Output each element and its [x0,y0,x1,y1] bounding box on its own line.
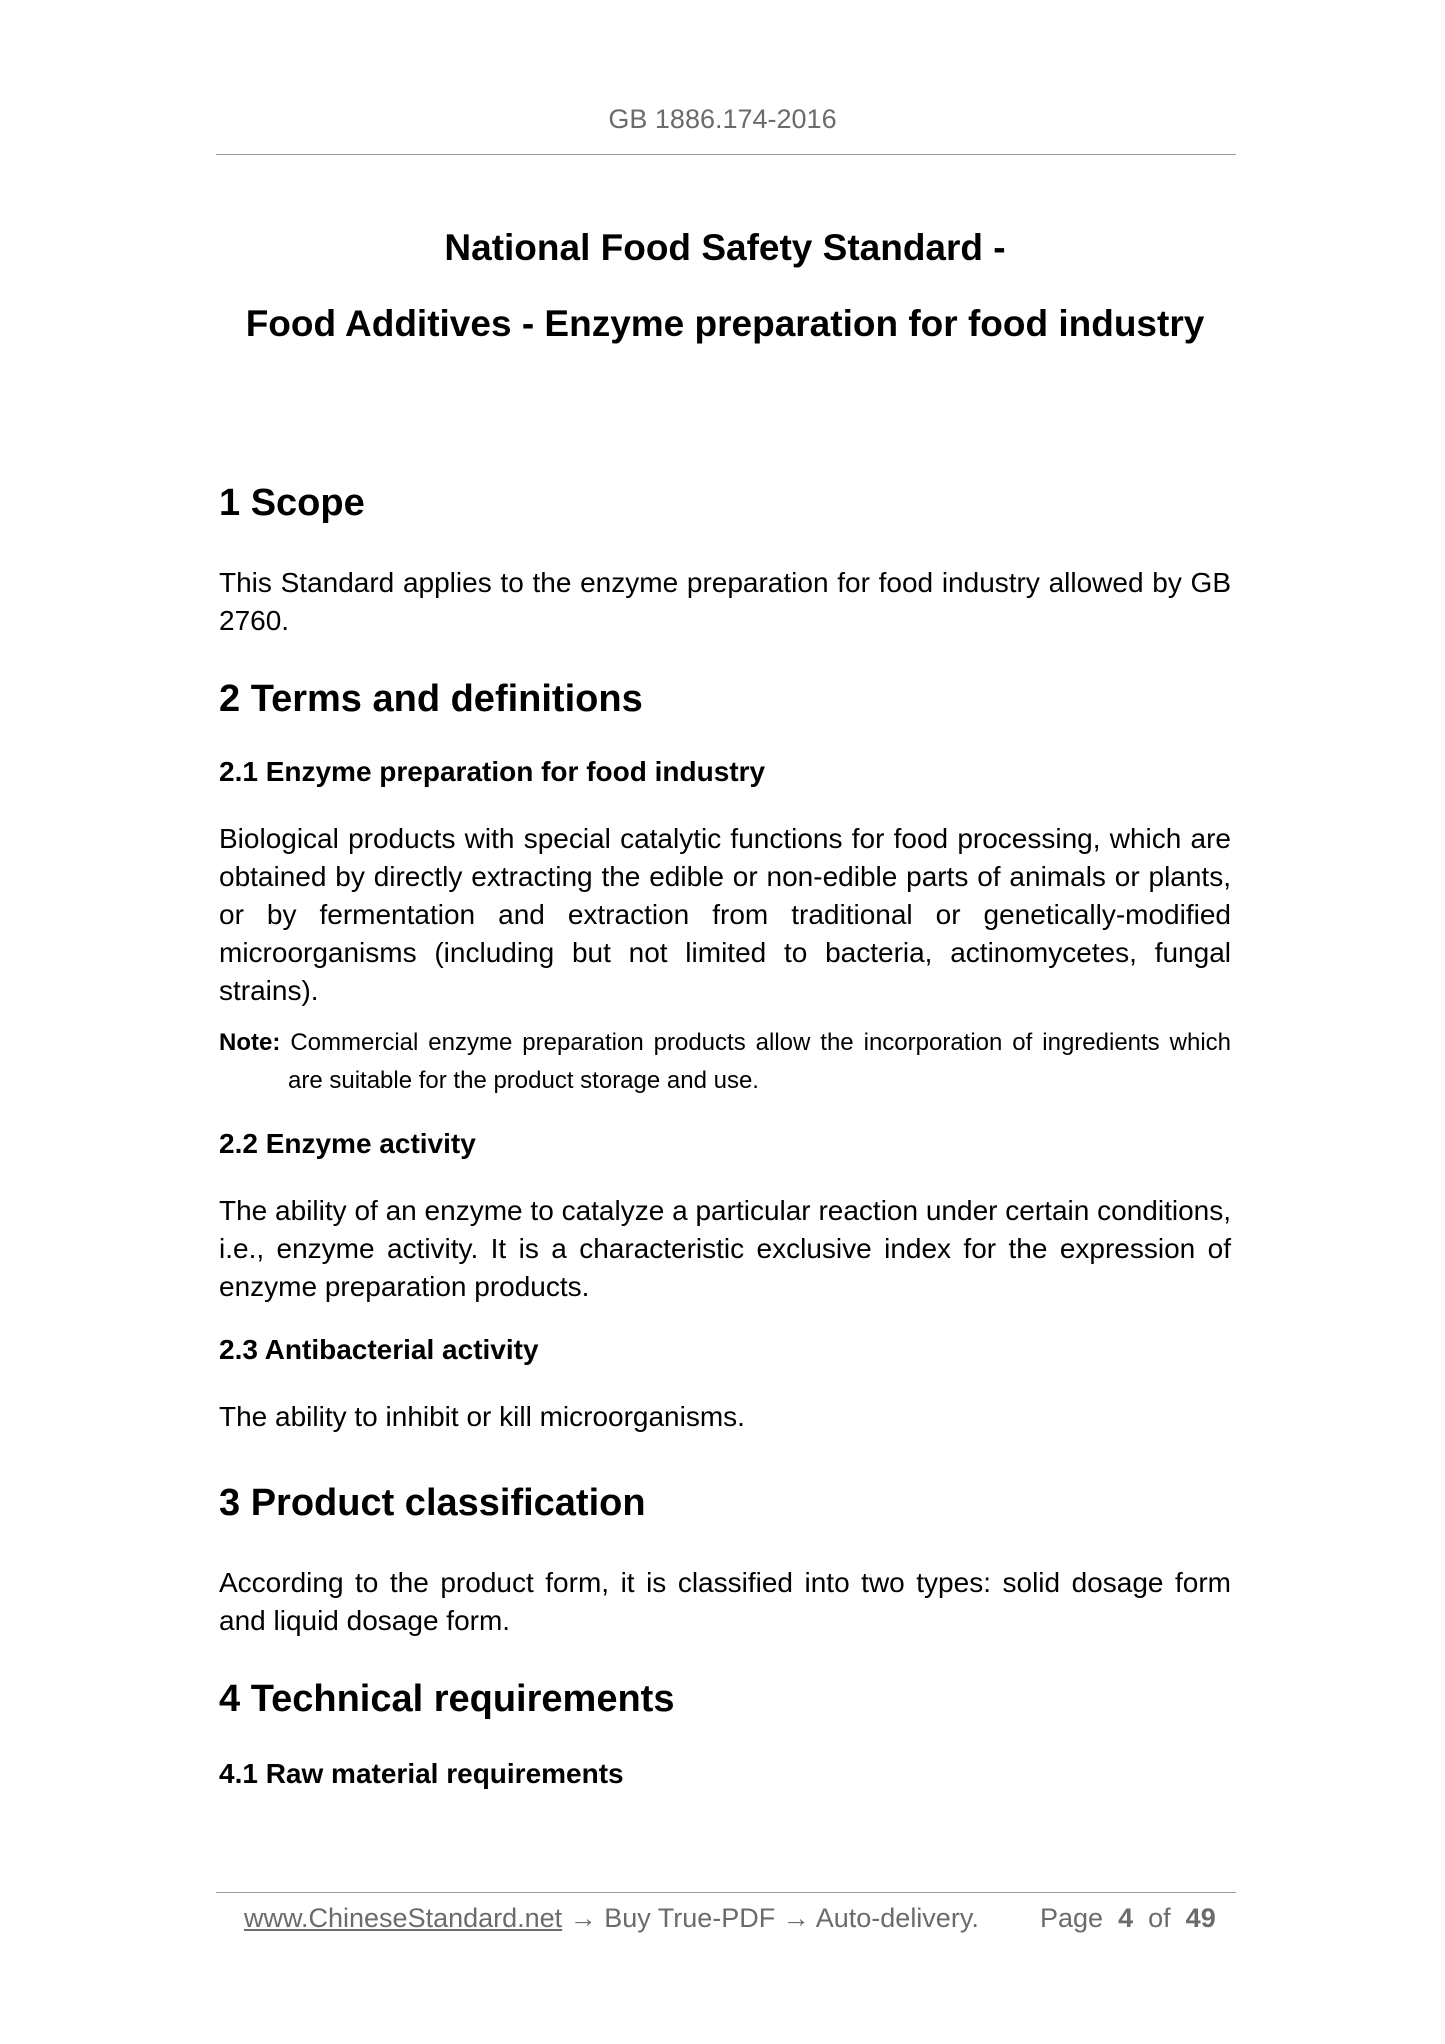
definition-2-3-paragraph: The ability to inhibit or kill microorganisms. [219,1401,745,1432]
subsection-heading-2-1: 2.1 Enzyme preparation for food industry [219,756,766,787]
page-number-indicator [1040,1898,1216,1938]
total-page-count: 49 [1185,1903,1216,1933]
running-header: GB 1886.174-2016 [608,104,837,134]
header-divider [216,154,1236,155]
document-body [219,210,1231,1792]
document-title-line-2: Food Additives - Enzyme preparation for food industry [245,303,1205,344]
footer-promo-text: → Buy True-PDF → Auto-delivery. [562,1903,979,1933]
section-heading-scope: 1 Scope [219,482,365,524]
document-title-line-1: National Food Safety Standard - [444,227,1006,268]
scope-paragraph: This Standard applies to the enzyme preparation for food industry allowed by GB 2760. [219,567,1231,636]
section-heading-classification: 3 Product classification [219,1482,646,1524]
classification-paragraph: According to the product form, it is classified into two types: solid dosage form and liquid dosage form. [219,1567,1231,1636]
page-footer [244,1898,1224,1938]
definition-2-2-paragraph: The ability of an enzyme to catalyze a particular reaction under certain conditions, i.e., enzyme activity. It is a characteristic exclusive index for the expression of enzyme preparation products. [219,1195,1231,1302]
note-label: Note: [219,1029,281,1056]
current-page-number: 4 [1118,1903,1134,1933]
definition-2-1-paragraph: Biological products with special catalytic functions for food processing, which are obtained by directly extracting the edible or non-edible parts of animals or plants, or by fermentation and extraction from traditional or genetically-modified microorganisms (including but not limited to bacteria, actinomycetes, fungal strains). [219,823,1231,1006]
subsection-heading-2-3: 2.3 Antibacterial activity [219,1334,539,1365]
note-paragraph [219,1024,1231,1100]
subsection-heading-2-2: 2.2 Enzyme activity [219,1128,476,1159]
section-heading-technical-requirements: 4 Technical requirements [219,1678,675,1720]
page-label: Page [1040,1903,1104,1933]
website-link[interactable]: www.ChineseStandard.net [244,1903,563,1933]
footer-divider [216,1892,1236,1893]
subsection-heading-4-1: 4.1 Raw material requirements [219,1758,624,1789]
note-text: Commercial enzyme preparation products allow the incorporation of ingredients which are suitable for the product storage and use. [288,1029,1231,1094]
section-heading-terms: 2 Terms and definitions [219,678,643,720]
of-label: of [1148,1903,1171,1933]
